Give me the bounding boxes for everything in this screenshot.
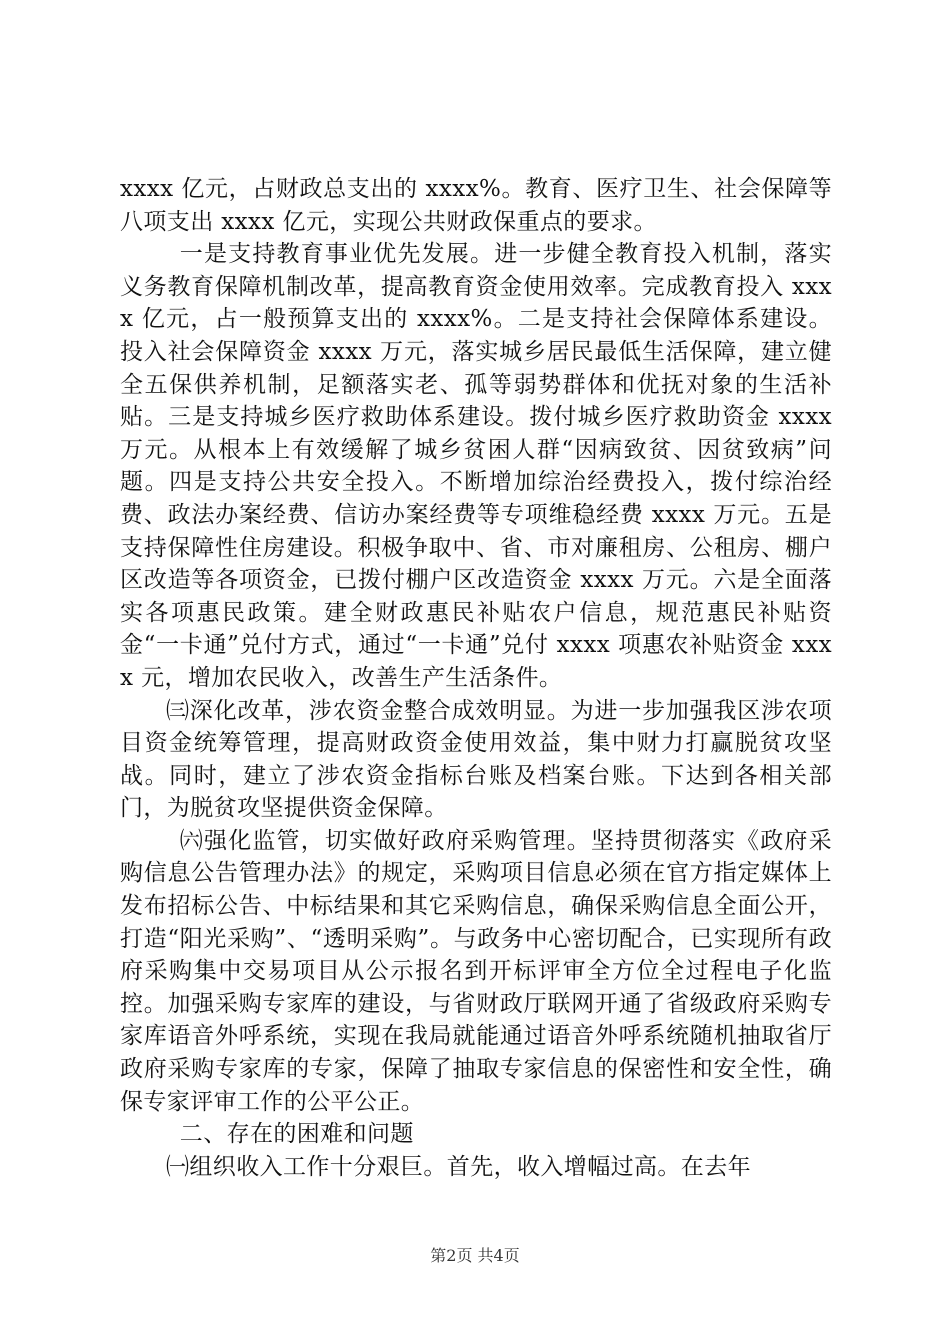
- section-heading-difficulties: 二、存在的困难和问题: [179, 1121, 414, 1148]
- paragraph-expenditure-summary: xxxx 亿元，占财政总支出的 xxxx%。教育、医疗卫生、社会保障等八项支出 xxxx 亿元，实现公共财政保重点的要求。: [120, 176, 832, 235]
- paragraph-revenue-difficulty: ㈠组织收入工作十分艰巨。首先，收入增幅过高。在去年: [166, 1153, 751, 1180]
- paragraph-agricultural-funds-reform: ㈢深化改革，涉农资金整合成效明显。为进一步加强我区涉农项目资金统筹管理，提高财政资金使用效益，集中财力打赢脱贫攻坚战。同时，建立了涉农资金指标台账及档案台账。下达到各相关部门，为脱贫攻坚提供资金保障。: [120, 697, 832, 822]
- paragraph-public-spending-priorities: 一是支持教育事业优先发展。进一步健全教育投入机制，落实义务教育保障机制改革，提高教育资金使用效率。完成教育投入 xxxx 亿元，占一般预算支出的 xxxx%。二是支持社会保障体系建设。投入社会保障资金 xxxx 万元，落实城乡居民最低生活保障，建立健全五保供养机制，足额落实老、孤等弱势群体和优抚对象的生活补贴。三是支持城乡医疗救助体系建设。拨付城乡医疗救助资金 xxxx 万元。从根本上有效缓解了城乡贫困人群“因病致贫、因贫致病”问题。四是支持公共安全投入。不断增加综治经费投入，拨付综治经费、政法办案经费、信访办案经费等专项维稳经费 xxxx 万元。五是支持保障性住房建设。积极争取中、省、市对廉租房、公租房、棚户区改造等各项资金，已拨付棚户区改造资金 xxxx 万元。六是全面落实各项惠民政策。建全财政惠民补贴农户信息，规范惠民补贴资金“一卡通”兑付方式，通过“一卡通”兑付 xxxx 项惠农补贴资金 xxxx 元，增加农民收入，改善生产生活条件。: [120, 241, 832, 691]
- document-body: [120, 173, 832, 1183]
- paragraph-procurement-supervision: ㈥强化监管，切实做好政府采购管理。坚持贯彻落实《政府采购信息公告管理办法》的规定，采购项目信息必须在官方指定媒体上发布招标公告、中标结果和其它采购信息，确保采购信息全面公开，打造“阳光采购”、“透明采购”。与政务中心密切配合，已实现所有政府采购集中交易项目从公示报名到开标评审全方位全过程电子化监控。加强采购专家库的建设，与省财政厅联网开通了省级政府采购专家库语音外呼系统，实现在我局就能通过语音外呼系统随机抽取省厅政府采购专家库的专家，保障了抽取专家信息的保密性和安全性，确保专家评审工作的公平公正。: [120, 827, 832, 1115]
- page-number-footer: 第2页 共4页: [430, 1246, 520, 1265]
